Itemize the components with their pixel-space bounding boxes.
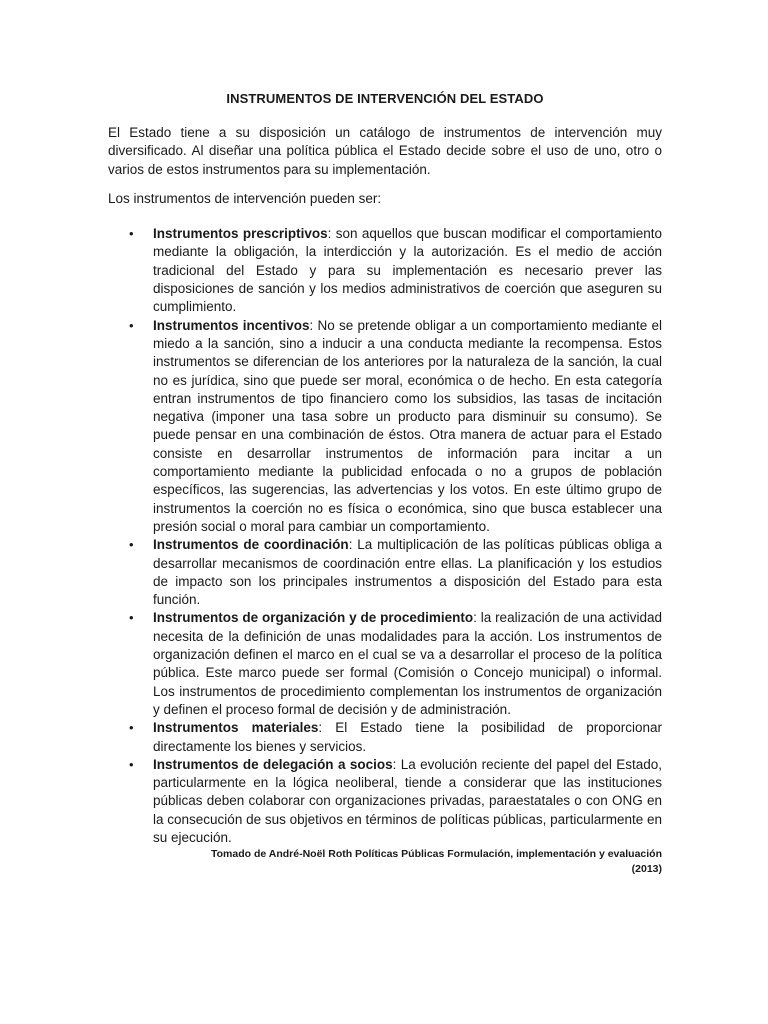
item-text: : son aquellos que buscan modificar el comportamiento mediante la obligación, la interdicción y la autorización. Es el medio de acción tradicional del Estado y para su implementación es necesario prever las disposiciones de sanción y los medios administrativos de coerción que aseguren su cumplimiento. bbox=[153, 226, 662, 315]
bullet-icon: • bbox=[129, 610, 134, 626]
item-term: Instrumentos de coordinación bbox=[153, 537, 349, 553]
bullet-icon: • bbox=[129, 226, 134, 242]
intro-paragraph: El Estado tiene a su disposición un catálogo de instrumentos de intervención muy diversificado. Al diseñar una política pública el Estado decide sobre el uso de uno, otro o varios de estos instrumentos para su implementación. bbox=[108, 125, 662, 177]
bullet-icon: • bbox=[129, 720, 134, 736]
item-term: Instrumentos de organización y de procedimiento bbox=[153, 610, 474, 626]
list-item bbox=[108, 719, 662, 756]
item-term: Instrumentos prescriptivos bbox=[153, 226, 328, 242]
list-item bbox=[108, 609, 662, 719]
item-text: : La evolución reciente del papel del Estado, particularmente en la lógica neoliberal, tiende a considerar que las instituciones públicas deben colaborar con organizaciones privadas, paraestatales o con ONG en la consecución de sus objetivos en términos de políticas públicas, particularmente en su ejecución. bbox=[153, 756, 662, 845]
instruments-list bbox=[108, 225, 662, 847]
source-citation bbox=[108, 847, 662, 877]
bullet-icon: • bbox=[129, 756, 134, 772]
item-term: Instrumentos de delegación a socios bbox=[153, 756, 393, 772]
item-term: Instrumentos incentivos bbox=[153, 317, 310, 333]
item-term: Instrumentos materiales bbox=[153, 720, 319, 736]
bullet-icon: • bbox=[129, 317, 134, 333]
item-text: : El Estado tiene la posibilidad de proporcionar directamente los bienes y servicios. bbox=[153, 720, 662, 754]
item-text: : No se pretende obligar a un comportamiento mediante el miedo a la sanción, sino a inducir a una conducta mediante la recompensa. Estos instrumentos se diferencian de los anteriores por la naturaleza de la sanción, la cual no es jurídica, sino que puede ser moral, económica o de hecho. En esta categoría entran instrumentos de tipo financiero como los subsidios, las tasas de incitación negativa (imponer una tasa sobre un producto para disminuir su consumo). Se puede pensar en una combinación de éstos. Otra manera de actuar para el Estado consiste en desarrollar instrumentos de información para incitar a un comportamiento mediante la publicidad enfocada o no a grupos de población específicos, las sugerencias, las advertencias y los votos. En este último grupo de instrumentos la coerción no es física o económica, sino que busca establecer una presión social o moral para cambiar un comportamiento. bbox=[153, 317, 662, 534]
list-item bbox=[108, 536, 662, 609]
document-page bbox=[108, 90, 662, 877]
list-item bbox=[108, 317, 662, 537]
bullet-icon: • bbox=[129, 537, 134, 553]
list-item bbox=[108, 756, 662, 847]
item-text: : la realización de una actividad necesita de la definición de unas modalidades para la acción. Los instrumentos de organización definen el marco en el cual se va a desarrollar el proceso de la política pública. Este marco puede ser formal (Comisión o Concejo municipal) o informal. Los instrumentos de procedimiento complementan los instrumentos de organización y definen el proceso formal de decisión y de administración. bbox=[153, 610, 662, 717]
source-line-2: (2013) bbox=[631, 863, 662, 876]
list-item bbox=[108, 225, 662, 316]
list-intro: Los instrumentos de intervención pueden ser: bbox=[108, 190, 382, 206]
source-line-1: Tomado de André-Noël Roth Políticas Públicas Formulación, implementación y evaluación bbox=[210, 848, 662, 861]
item-text: : La multiplicación de las políticas públicas obliga a desarrollar mecanismos de coordinación entre ellas. La planificación y los estudios de impacto son los principales instrumentos a disposición del Estado para esta función. bbox=[153, 537, 662, 608]
document-title: INSTRUMENTOS DE INTERVENCIÓN DEL ESTADO bbox=[226, 91, 544, 106]
